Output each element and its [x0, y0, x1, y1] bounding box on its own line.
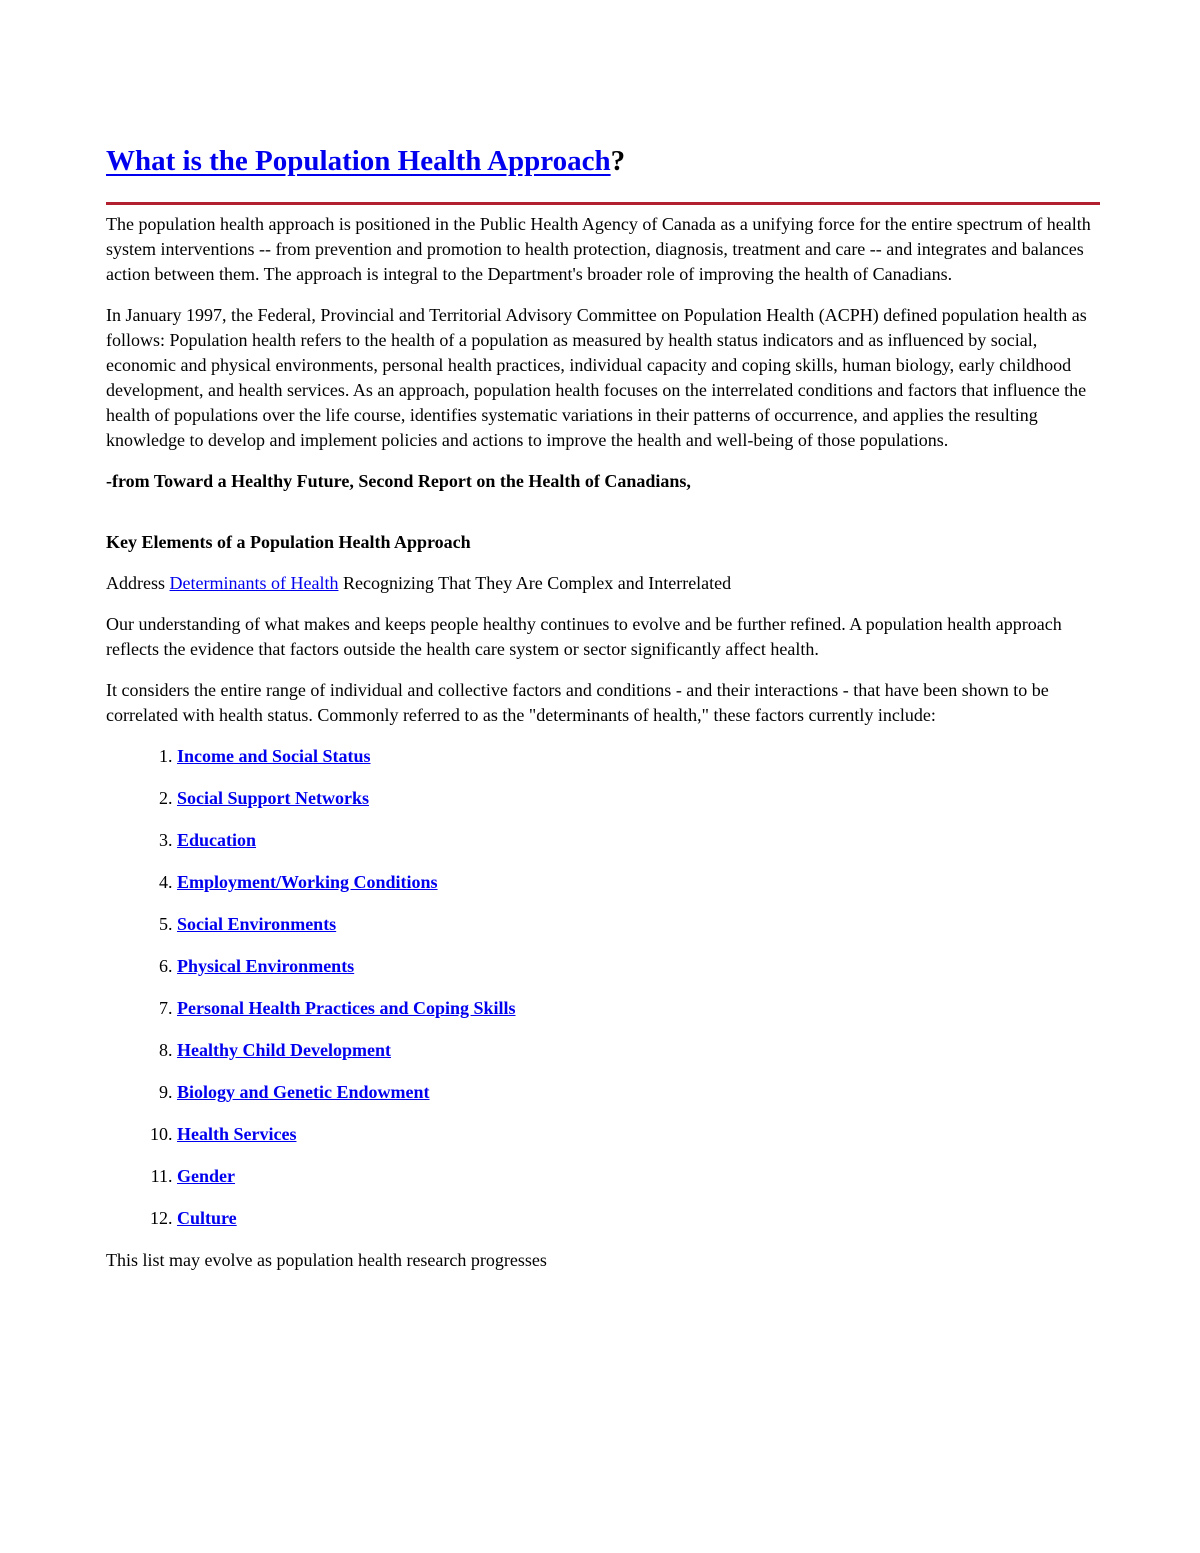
- determinant-link-social-support[interactable]: Social Support Networks: [177, 788, 370, 808]
- list-item: [177, 786, 1096, 811]
- list-item: [177, 828, 1096, 853]
- closing-paragraph: This list may evolve as population health research progresses: [106, 1250, 547, 1270]
- definition-paragraph: In January 1997, the Federal, Provincial and Territorial Advisory Committee on Population Health (ACPH) defined population health as follows: Population health refers to the health of a population as measured by health status indicators and as influenced by social, economic and physical environments, personal health practices, individual capacity and coping skills, human biology, early childhood development, and health services. As an approach, population health focuses on the interrelated conditions and factors that influence the health of populations over the life course, identifies systematic variations in their patterns of occurrence, and applies the resulting knowledge to develop and implement policies and actions to improve the health and well-being of those populations.: [106, 305, 1087, 450]
- list-item: [177, 1122, 1096, 1147]
- determinant-link-biology[interactable]: Biology and Genetic Endowment: [177, 1082, 430, 1102]
- determinant-link-education[interactable]: Education: [177, 830, 257, 850]
- determinant-link-physical-environments[interactable]: Physical Environments: [177, 956, 355, 976]
- list-item: [177, 912, 1096, 937]
- list-item: [177, 744, 1096, 769]
- title-link[interactable]: What is the Population Health Approach: [106, 145, 611, 177]
- list-item: [177, 1080, 1096, 1105]
- address-suffix: Recognizing That They Are Complex and Interrelated: [338, 573, 732, 593]
- list-item: [177, 870, 1096, 895]
- determinants-list: [106, 744, 1096, 1231]
- determinant-link-health-services[interactable]: Health Services: [177, 1124, 297, 1144]
- list-item: [177, 1038, 1096, 1063]
- list-item: [177, 1206, 1096, 1231]
- article-body: [106, 212, 1096, 1289]
- address-paragraph: [106, 571, 1096, 596]
- page-title: [106, 141, 625, 181]
- list-item: [177, 954, 1096, 979]
- title-divider: [106, 202, 1100, 205]
- determinant-link-income[interactable]: Income and Social Status: [177, 746, 371, 766]
- determinant-link-child-development[interactable]: Healthy Child Development: [177, 1040, 391, 1060]
- determinant-link-social-environments[interactable]: Social Environments: [177, 914, 337, 934]
- intro-paragraph: The population health approach is positioned in the Public Health Agency of Canada as a unifying force for the entire spectrum of health system interventions -- from prevention and promotion to health protection, diagnosis, treatment and care -- and integrates and balances action between them. The approach is integral to the Department's broader role of improving the health of Canadians.: [106, 214, 1091, 284]
- citation: -from Toward a Healthy Future, Second Report on the Health of Canadians,: [106, 471, 691, 491]
- address-prefix: Address: [106, 573, 170, 593]
- list-item: [177, 996, 1096, 1021]
- title-question-mark: ?: [610, 145, 626, 177]
- determinant-link-personal-health[interactable]: Personal Health Practices and Coping Skills: [177, 998, 516, 1018]
- considers-paragraph: It considers the entire range of individual and collective factors and conditions - and their interactions - that have been shown to be correlated with health status. Commonly referred to as the "determinants of health," these factors currently include:: [106, 680, 1049, 725]
- determinant-link-culture[interactable]: Culture: [177, 1208, 237, 1228]
- determinant-link-employment[interactable]: Employment/Working Conditions: [177, 872, 438, 892]
- key-elements-heading: Key Elements of a Population Health Approach: [106, 532, 471, 552]
- list-item: [177, 1164, 1096, 1189]
- determinants-of-health-link[interactable]: Determinants of Health: [169, 573, 339, 593]
- determinant-link-gender[interactable]: Gender: [177, 1166, 235, 1186]
- understanding-paragraph: Our understanding of what makes and keeps people healthy continues to evolve and be further refined. A population health approach reflects the evidence that factors outside the health care system or sector significantly affect health.: [106, 614, 1062, 659]
